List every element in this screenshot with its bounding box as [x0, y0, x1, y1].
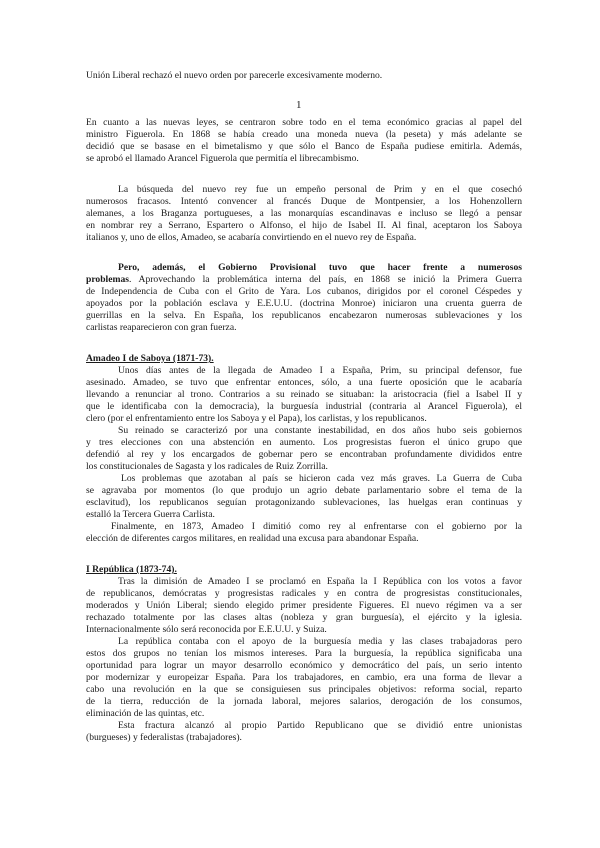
text-line: los constitucionales de Sagasta y los radicales de Ruiz Zorrilla. — [86, 461, 328, 472]
text-line — [118, 262, 522, 274]
text-line: estalló la Tercera Guerra Carlista. — [86, 509, 215, 520]
text-line: de la tierra, reducción de la jornada laboral, mejores salarios, derogación de los consumos, — [86, 696, 522, 707]
text-line: elección de diferentes cargos militares, en realidad una excusa para abandonar España. — [86, 533, 419, 544]
text-line: alemanes, a los Braganza portugueses, a las monarquías escandinavas e incluso se llegó a pensar — [86, 208, 522, 219]
text-line: se aprobó el llamado Arancel Figuerola que permitía el librecambismo. — [86, 153, 359, 164]
text-line: oportunidad para lograr un mayor desarrollo económico y democrático del país, un serio intento — [86, 660, 522, 671]
text-line: estos dos grupos no tenían los mismos intereses. Para la burguesía, la república significaba una — [86, 648, 522, 659]
text-line: apoyados por la población esclava y E.E.U.U. (doctrina Monroe) iniciaron una cruenta guerra de — [86, 298, 522, 309]
text-line: de Independencia de Cuba con el Grito de Yara. Los cubanos, dirigidos por el coronel Céspedes y — [86, 286, 522, 297]
text-line: por modernizar y europeizar España. Para los trabajadores, en cambio, era una forma de llevar a — [86, 672, 522, 683]
text-line: moderados y Unión Liberal; siendo elegido primer presidente Figueres. El nuevo régimen va a ser — [86, 600, 522, 611]
text-line: Los problemas que azotaban al país se hicieron cada vez más graves. La Guerra de Cuba — [121, 473, 522, 484]
text-line: guerrillas en la selva. En España, los republicanos encabezaron numerosas sublevaciones y los — [86, 310, 522, 321]
text-line: eliminación de las quintas, etc. — [86, 708, 205, 719]
text-line: (burgueses) y federalistas (trabajadores). — [86, 732, 242, 743]
text-line: italianos y, uno de ellos, Amadeo, se acabaría convirtiendo en el nuevo rey de España. — [86, 232, 417, 243]
text-line: En cuanto a las nuevas leyes, se centraron sobre todo en el tema económico gracias al papel del — [86, 117, 522, 128]
text-line: La búsqueda del nuevo rey fue un empeño personal de Prim y en el que cosechó — [118, 184, 522, 195]
text-line: defendió al rey y los encargados de gobernar pero se encontraban profundamente divididos entre — [86, 449, 522, 460]
text-line: y tres elecciones con una abstención en aumento. Los progresistas fueron el único grupo que — [86, 437, 522, 448]
page-number: 1 — [296, 99, 302, 111]
bold-text: Pero, además, el Gobierno Provisional tuvo que hacer frente a numerosos — [118, 262, 522, 273]
text-line: esclavitud), los republicanos seguían protagonizando sublevaciones, las huelgas eran continuas y — [86, 497, 522, 508]
text-line: asesinado. Amadeo, se tuvo que enfrentar entonces, sólo, a una fuerte oposición que le acabaría — [86, 377, 522, 388]
bold-text: problemas — [86, 274, 129, 285]
text-span: . Aprovechando la problemática interna del país, en 1868 se inició la Primera Guerra — [129, 274, 522, 285]
text-line: Unos días antes de la llegada de Amadeo I a España, Prim, su principal defensor, fue — [118, 365, 522, 376]
text-line: en nombrar rey a Serrano, Espartero o Alfonso, el hijo de Isabel II. Al final, aceptaron los Saboya — [86, 220, 522, 231]
text-line: La república contaba con el apoyo de la burguesía media y las clases trabajadoras pero — [118, 636, 522, 647]
section-heading-republica: I República (1873-74). — [86, 564, 177, 575]
text-line: Finalmente, en 1873, Amadeo I dimitió como rey al enfrentarse con el gobierno por la — [111, 521, 522, 532]
text-line: se agravaba por momentos (lo que produjo un agrio debate parlamentario sobre el tema de la — [86, 485, 522, 496]
text-line: llevando a renunciar al trono. Contrarios a su reinado se situaban: la aristocracia (fiel a Isabel II y — [86, 389, 522, 400]
text-line: clero (por el enfrentamiento entre los Saboya y el Papa), los carlistas, y los republicanos. — [86, 413, 427, 424]
text-line — [86, 274, 522, 286]
text-line: decidió que se basase en el bimetalismo y que sólo el Banco de España pudiese emitirla. Además, — [86, 141, 522, 152]
section-heading-amadeo: Amadeo I de Saboya (1871-73). — [86, 353, 214, 364]
text-line: Su reinado se caracterizó por una constante inestabilidad, en dos años hubo seis gobiernos — [118, 425, 522, 436]
text-line: Esta fractura alcanzó al propio Partido Republicano que se dividió entre unionistas — [118, 720, 522, 731]
text-line: Tras la dimisión de Amadeo I se proclamó en España la I República con los votos a favor — [118, 576, 522, 587]
text-line: carlistas reaparecieron con gran fuerza. — [86, 322, 237, 333]
text-line: numerosos fracasos. Intentó convencer al francés Duque de Montpensier, a los Hohenzollern — [86, 196, 522, 207]
text-line: ministro Figuerola. En 1868 se había creado una moneda nueva (la peseta) y más adelante se — [86, 129, 522, 140]
text-line: de republicanos, demócratas y progresistas radicales y en contra de progresistas constitucionales, — [86, 588, 522, 599]
top-line: Unión Liberal rechazó el nuevo orden por parecerle excesivamente moderno. — [86, 70, 383, 81]
text-line: Internacionalmente sólo será reconocida por E.E.U.U. y Suiza. — [86, 624, 327, 635]
text-line: que le identificaba con la democracia), la burguesía industrial (contraria al Arancel Figuerola), el — [86, 401, 522, 412]
text-line: rechazado totalmente por las clases altas (nobleza y gran burguesía), el ejército y la iglesia. — [86, 612, 522, 623]
text-line: cabo una revolución en la que se consiguiesen sus principales objetivos: reforma social, reparto — [86, 684, 522, 695]
